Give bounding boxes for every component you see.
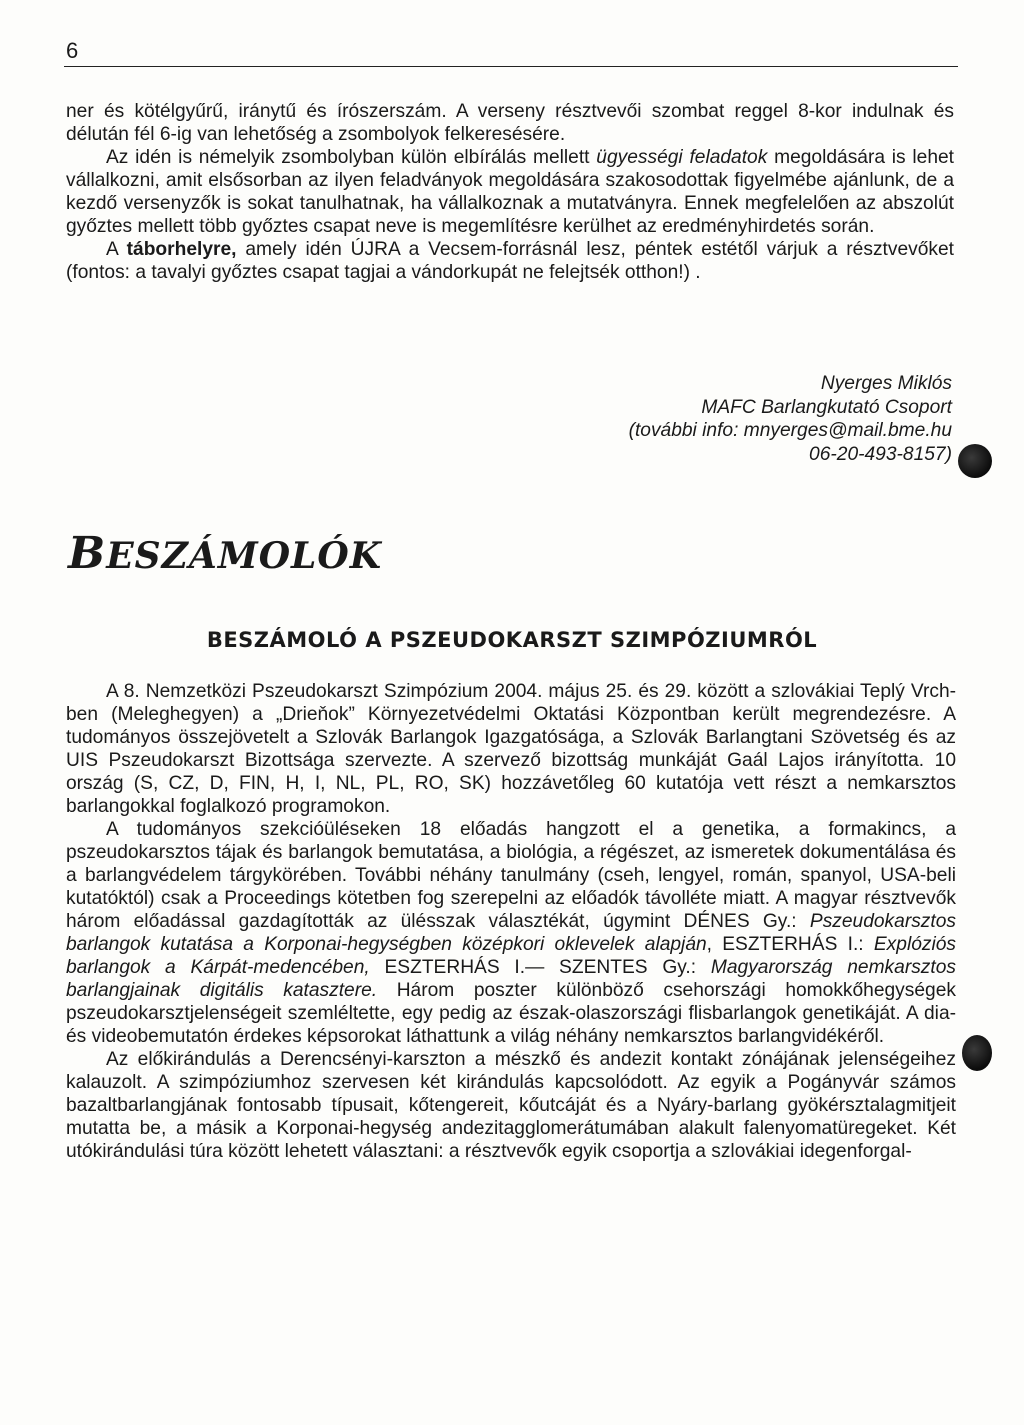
punch-hole [962, 1035, 992, 1071]
header-rule [64, 66, 958, 67]
article-paragraph-2 [66, 818, 956, 1048]
article-title: BESZÁMOLÓ A PSZEUDOKARSZT SZIMPÓZIUMRÓL [206, 628, 818, 652]
page-number: 6 [66, 38, 79, 63]
article-p2-title-1: Pszeudokarsztos barlangok kutatása a Korponai-hegységben középkori oklevelek alapján [66, 911, 956, 955]
signature-org: MAFC Barlangkutató Csoport [701, 396, 952, 418]
signature-name: Nyerges Miklós [820, 373, 952, 394]
intro-p2-text-b: megoldására is lehet vállalkozni, amit elsősorban az ilyen feladványok megoldására szakosodottak figyelmébe ajánlunk, de a kezdő versenyzők is sokat tanulhatnak, ha vállalkoznak a mutatványra. Ennek megfelelően az abszolút győztes mellett több győztes csapat neve is megemlítésre kerülhet az eredményhirdetés során. [66, 147, 954, 237]
article-p2-text-c: ESZTERHÁS I.— SZENTES Gy.: [369, 957, 711, 978]
intro-p3-bold: táborhelyre, [126, 239, 237, 260]
punch-hole [958, 444, 992, 478]
article-p2-text-d: Három poszter különböző csehországi homokkőhegységek pszeudokarsztjelenségeit szemléltette, egy pedig az észak-olaszországi flisbarlangok genetikáját. A dia-és videobemutatón érdekes képsorokat láthattunk a világ néhány nemkarsztos barlangvidékéről. [66, 980, 956, 1047]
intro-p3-text-b: amely idén ÚJRA a Vecsem-forrásnál lesz, péntek estétől várjuk a résztvevőket (fontos: a tavalyi győztes csapat tagjai a vándorkupát ne felejtsék otthon!) . [66, 239, 954, 283]
article-p2-title-2: Explóziós barlangok a Kárpát-medencében, [66, 934, 956, 978]
section-heading [68, 528, 382, 579]
signature-info: (további info: mnyerges@mail.bme.hu [628, 420, 952, 441]
intro-p3-text-a: A [106, 239, 127, 260]
signature [629, 372, 952, 466]
article-body [66, 680, 956, 1163]
intro-paragraph-2 [66, 146, 954, 238]
intro-paragraph-3 [66, 238, 954, 284]
intro-text [66, 100, 954, 284]
section-heading-initial: B [68, 528, 107, 579]
article-p2-title-3: Magyarország nemkarsztos barlangjainak digitális katasztere. [66, 957, 956, 1001]
intro-p2-text-a: Az idén is némelyik zsombolyban külön elbírálás mellett [106, 147, 597, 168]
intro-paragraph-1: ner és kötélgyűrű, iránytű és írószerszám. A verseny résztvevői szombat reggel 8-kor indulnak és délután fél 6-ig van lehetőség a zsombolyok felkeresésére. [66, 101, 954, 145]
intro-p2-italic: ügyességi feladatok [596, 147, 768, 168]
article-p2-text-b: , ESZTERHÁS I.: [706, 934, 874, 955]
article-paragraph-1: A 8. Nemzetközi Pszeudokarszt Szimpózium 2004. május 25. és 29. között a szlovákiai Teplý Vrch-ben (Meleghegyen) a „Drieňok” Környezetvédelmi Oktatási Központban került megrendezésre. A tudományos összejövetelt a Szlovák Barlangok Igazgatósága, a Szlovák Barlangtani Szövetség és az UIS Pszeudokarszt Bizottsága szervezte. A szervező bizottság munkáját Gaál Lajos irányította. 10 ország (S, CZ, D, FIN, H, I, NL, PL, RO, SK) hozzávetőleg 60 kutatója vett részt a nemkarsztos barlangokkal foglalkozó programokon. [66, 681, 956, 817]
article-p2-text-a: A tudományos szekcióüléseken 18 előadás hangzott el a genetika, a formakincs, a pszeudokarsztos tájak és barlangok bemutatása, a biológia, a régészet, az ismeretek dokumentálása és a barlangvédelem tárgykörében. További néhány tanulmány (cseh, lengyel, román, spanyol, USA-beli kutatóktól) csak a Proceedings kötetben fog szerepelni az előadók távolléte miatt. A magyar résztvevők három előadással gazdagították az ülésszak választékát, úgymint DÉNES Gy.: [66, 819, 956, 932]
signature-phone: 06-20-493-8157) [809, 443, 952, 465]
article-paragraph-3: Az előkirándulás a Derencsényi-karszton a mészkő és andezit kontakt zónájának jelenségeihez kalauzolt. A szimpóziumhoz szervesen két kirándulás kapcsolódott. Az egyik a Pogányvár számos bazaltbarlangjának fontosabb típusait, kőtengereit, kőutcáját és a Nyáry-barlang gyökérsztalagmitjeit mutatta be, a másik a Korponai-hegység andezitagglomerátumában alakult falenyomatüregeket. Két utókirándulási túra között lehetett választani: a résztvevők egyik csoportja a szlovákiai idegenforgal- [66, 1049, 956, 1162]
section-heading-rest: ESZÁMOLÓK [106, 535, 383, 577]
